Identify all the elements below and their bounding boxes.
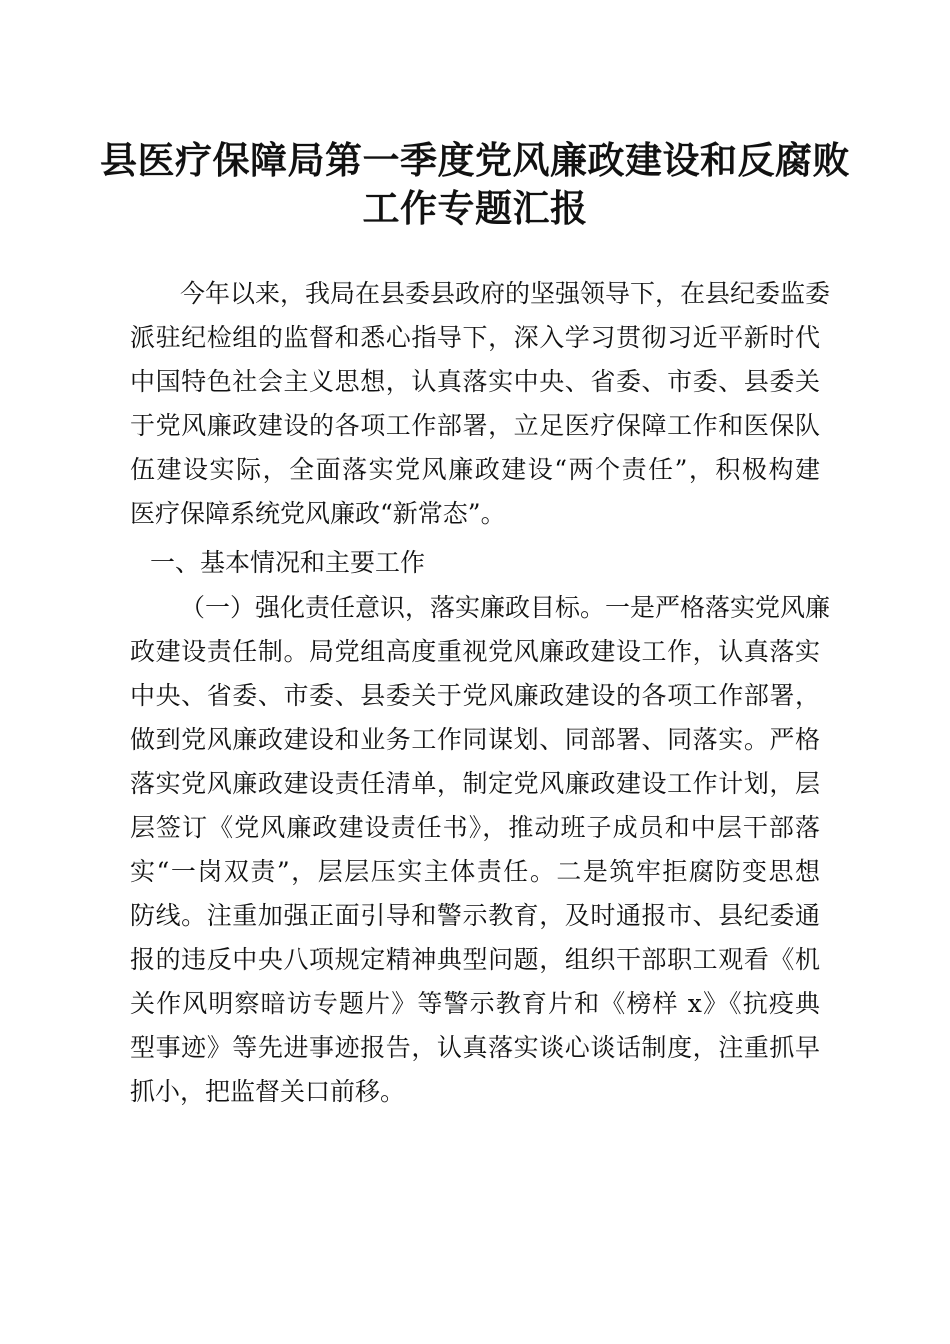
intro-paragraph-line: 今年以来，我局在县委县政府的坚强领导下，在县纪委监委 — [180, 279, 831, 308]
section-paragraph-line: 报的违反中央八项规定精神典型问题，组织干部职工观看《机 — [130, 945, 820, 974]
section-paragraph-line: 中央、省委、市委、县委关于党风廉政建设的各项工作部署， — [130, 681, 820, 710]
intro-paragraph-line: 于党风廉政建设的各项工作部署，立足医疗保障工作和医保队 — [130, 411, 820, 440]
section-paragraph-line: 型事迹》等先进事迹报告，认真落实谈心谈话制度，注重抓早 — [130, 1033, 820, 1062]
section-paragraph-line: 关作风明察暗访专题片》等警示教育片和《榜样 x》《抗疫典 — [130, 989, 820, 1018]
section-paragraph-line: 层签订《党风廉政建设责任书》，推动班子成员和中层干部落 — [130, 813, 820, 842]
intro-paragraph-line: 派驻纪检组的监督和悉心指导下，深入学习贯彻习近平新时代 — [130, 323, 820, 352]
section-paragraph-line: 政建设责任制。局党组高度重视党风廉政建设工作，认真落实 — [130, 637, 820, 666]
section-paragraph-line: 防线。注重加强正面引导和警示教育，及时通报市、县纪委通 — [130, 901, 820, 930]
section-paragraph-line: （一）强化责任意识，落实廉政目标。一是严格落实党风廉 — [180, 593, 831, 622]
section-paragraph-line: 抓小，把监督关口前移。 — [130, 1077, 406, 1106]
section-paragraph-line: 实“一岗双责”，层层压实主体责任。二是筑牢拒腐防变思想 — [130, 857, 820, 886]
document-title-line-1: 县医疗保障局第一季度党风廉政建设和反腐败 — [100, 138, 850, 182]
section-heading: 一、基本情况和主要工作 — [150, 548, 426, 577]
intro-paragraph-line: 伍建设实际，全面落实党风廉政建设“两个责任”，积极构建 — [130, 455, 820, 484]
intro-paragraph-line: 医疗保障系统党风廉政“新常态”。 — [130, 499, 506, 528]
document-title-line-2: 工作专题汇报 — [362, 186, 588, 230]
section-paragraph-line: 落实党风廉政建设责任清单，制定党风廉政建设工作计划，层 — [130, 769, 820, 798]
intro-paragraph-line: 中国特色社会主义思想，认真落实中央、省委、市委、县委关 — [130, 367, 820, 396]
section-paragraph-line: 做到党风廉政建设和业务工作同谋划、同部署、同落实。严格 — [130, 725, 820, 754]
